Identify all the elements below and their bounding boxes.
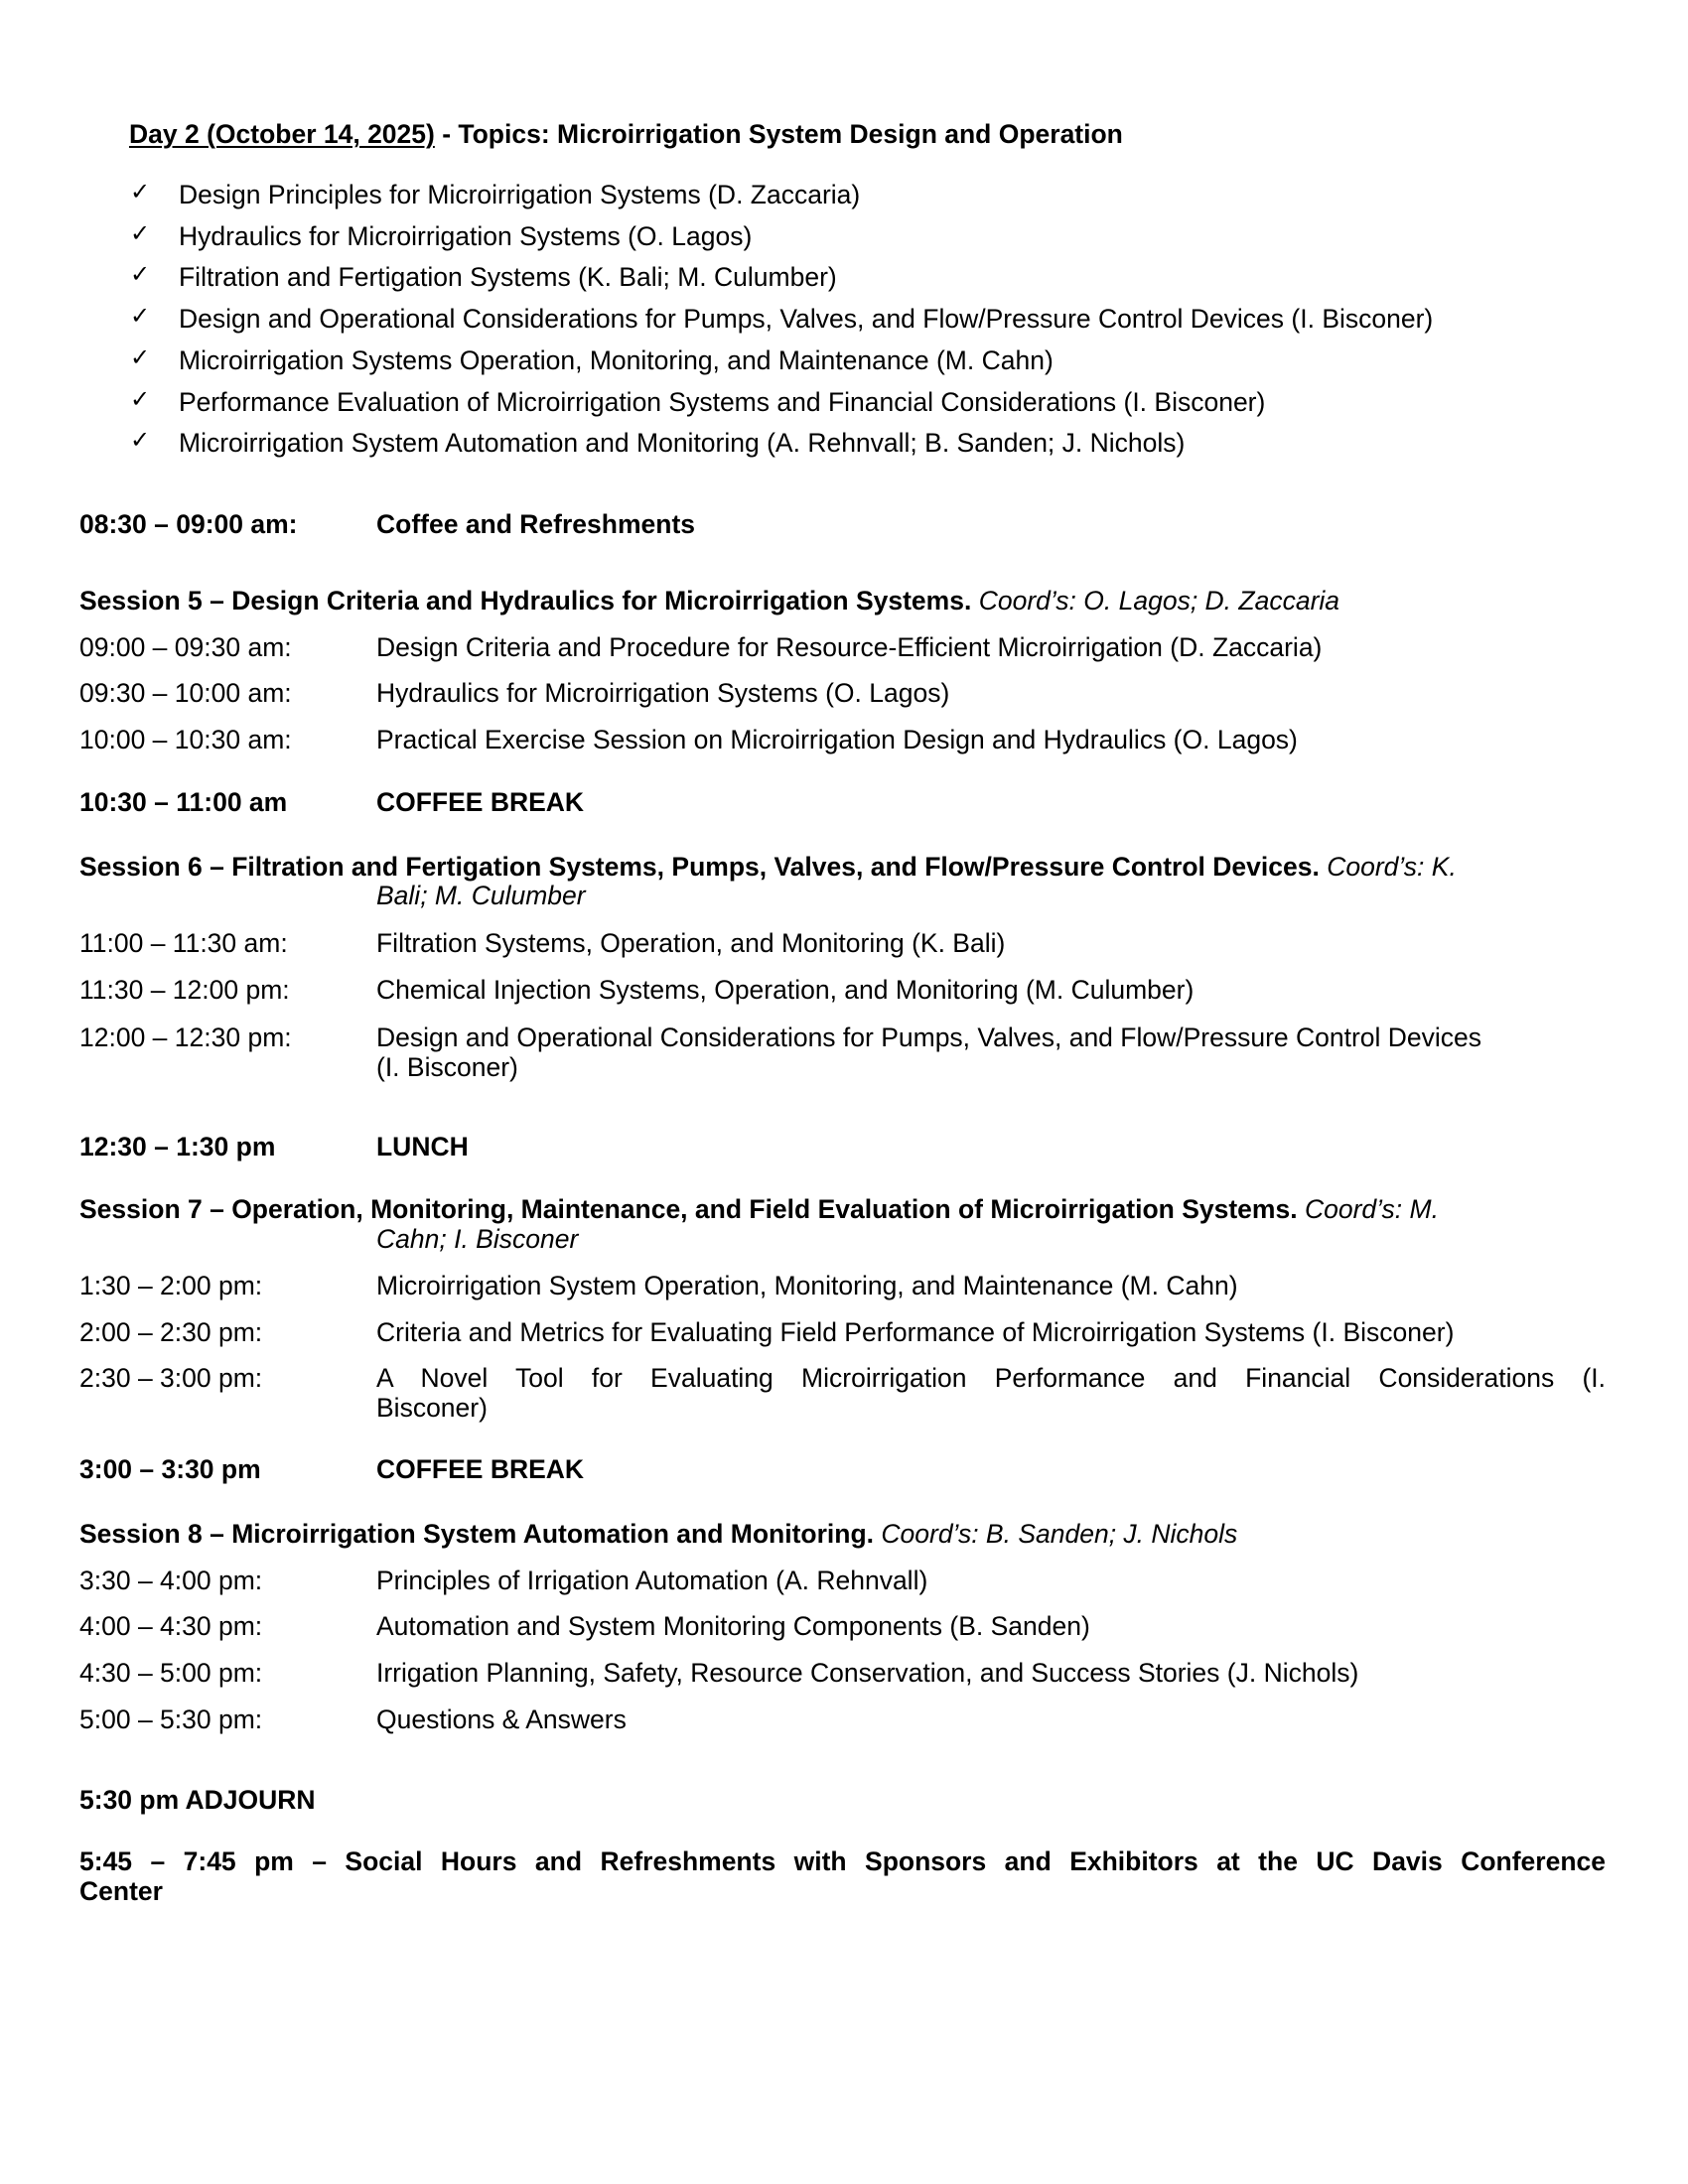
topic-text: Performance Evaluation of Microirrigation Systems and Financial Considerations (I. Bisconer)	[179, 387, 1266, 417]
topic-text: Design and Operational Considerations for Pumps, Valves, and Flow/Pressure Control Devices (I. Bisconer)	[179, 304, 1434, 334]
talk-title: Questions & Answers	[376, 1705, 627, 1734]
talk-title: Chemical Injection Systems, Operation, and Monitoring (M. Culumber)	[376, 975, 1195, 1005]
session-coordinators-cont: Cahn; I. Bisconer	[376, 1224, 579, 1254]
session-title	[79, 1194, 1439, 1224]
opening-title: Coffee and Refreshments	[376, 509, 696, 539]
checkmark-icon: ✓	[130, 303, 151, 330]
talk-time: 4:00 – 4:30 pm:	[79, 1611, 263, 1641]
day-heading	[129, 119, 1123, 149]
talk-title: Microirrigation System Operation, Monitoring, and Maintenance (M. Cahn)	[376, 1271, 1238, 1300]
break-time: 12:30 – 1:30 pm	[79, 1132, 276, 1161]
session-coordinators: Coord’s: O. Lagos; D. Zaccaria	[978, 586, 1340, 615]
opening-time: 08:30 – 09:00 am:	[79, 509, 298, 539]
talk-title: Filtration Systems, Operation, and Monitoring (K. Bali)	[376, 928, 1006, 958]
talk-time: 4:30 – 5:00 pm:	[79, 1658, 263, 1688]
talk-title: Automation and System Monitoring Components (B. Sanden)	[376, 1611, 1090, 1641]
checkmark-icon: ✓	[130, 344, 151, 371]
talk-time: 2:00 – 2:30 pm:	[79, 1317, 263, 1347]
checkmark-icon: ✓	[130, 261, 151, 288]
talk-title: Hydraulics for Microirrigation Systems (O. Lagos)	[376, 678, 950, 708]
talk-time: 3:30 – 4:00 pm:	[79, 1566, 263, 1595]
session-title-text: Session 7 – Operation, Monitoring, Maintenance, and Field Evaluation of Microirrigation Systems.	[79, 1194, 1298, 1224]
talk-title-cont: (I. Bisconer)	[376, 1052, 518, 1082]
session-title-text: Session 6 – Filtration and Fertigation Systems, Pumps, Valves, and Flow/Pressure Control Devices.	[79, 852, 1320, 882]
topic-text: Microirrigation Systems Operation, Monitoring, and Maintenance (M. Cahn)	[179, 345, 1054, 375]
talk-time: 10:00 – 10:30 am:	[79, 725, 292, 754]
session-title	[79, 1519, 1237, 1549]
talk-time: 11:00 – 11:30 am:	[79, 928, 288, 958]
session-title	[79, 852, 1457, 882]
session-coordinators: Coord’s: K.	[1327, 852, 1457, 882]
checkmark-icon: ✓	[130, 386, 151, 413]
checkmark-icon: ✓	[130, 179, 151, 205]
topic-text: Microirrigation System Automation and Monitoring (A. Rehnvall; B. Sanden; J. Nichols)	[179, 428, 1186, 458]
talk-title: Criteria and Metrics for Evaluating Field Performance of Microirrigation Systems (I. Bisconer)	[376, 1317, 1455, 1347]
checkmark-icon: ✓	[130, 220, 151, 247]
session-coordinators-cont: Bali; M. Culumber	[376, 881, 586, 910]
break-time: 3:00 – 3:30 pm	[79, 1454, 261, 1484]
break-title: COFFEE BREAK	[376, 787, 585, 817]
talk-title: Design Criteria and Procedure for Resource-Efficient Microirrigation (D. Zaccaria)	[376, 632, 1323, 662]
session-title-text: Session 5 – Design Criteria and Hydraulics for Microirrigation Systems.	[79, 586, 972, 615]
session-title-text: Session 8 – Microirrigation System Automation and Monitoring.	[79, 1519, 874, 1549]
adjourn: 5:30 pm ADJOURN	[79, 1785, 316, 1815]
talk-title: Irrigation Planning, Safety, Resource Conservation, and Success Stories (J. Nichols)	[376, 1658, 1359, 1688]
break-time: 10:30 – 11:00 am	[79, 787, 288, 817]
break-title: COFFEE BREAK	[376, 1454, 585, 1484]
social-line-1: 5:45 – 7:45 pm – Social Hours and Refreshments with Sponsors and Exhibitors at the UC Davis Conference	[79, 1846, 1606, 1876]
talk-title: Design and Operational Considerations for Pumps, Valves, and Flow/Pressure Control Devices	[376, 1023, 1482, 1052]
talk-title: Principles of Irrigation Automation (A. Rehnvall)	[376, 1566, 928, 1595]
session-coordinators: Coord’s: M.	[1304, 1194, 1439, 1224]
session-coordinators: Coord’s: B. Sanden; J. Nichols	[881, 1519, 1238, 1549]
day-topics-title: - Topics: Microirrigation System Design and Operation	[434, 119, 1123, 149]
topic-text: Design Principles for Microirrigation Systems (D. Zaccaria)	[179, 180, 861, 209]
talk-time: 11:30 – 12:00 pm:	[79, 975, 290, 1005]
day-date: Day 2 (October 14, 2025)	[129, 119, 435, 149]
talk-time: 09:30 – 10:00 am:	[79, 678, 292, 708]
break-title: LUNCH	[376, 1132, 469, 1161]
talk-time: 09:00 – 09:30 am:	[79, 632, 292, 662]
talk-time: 1:30 – 2:00 pm:	[79, 1271, 263, 1300]
talk-title-cont: Bisconer)	[376, 1393, 488, 1423]
checkmark-icon: ✓	[130, 427, 151, 454]
talk-time: 12:00 – 12:30 pm:	[79, 1023, 292, 1052]
topic-text: Hydraulics for Microirrigation Systems (O. Lagos)	[179, 221, 753, 251]
topic-text: Filtration and Fertigation Systems (K. Bali; M. Culumber)	[179, 262, 837, 292]
social-line-2: Center	[79, 1876, 163, 1906]
talk-time: 5:00 – 5:30 pm:	[79, 1705, 263, 1734]
talk-title: Practical Exercise Session on Microirrigation Design and Hydraulics (O. Lagos)	[376, 725, 1298, 754]
session-title	[79, 586, 1339, 615]
talk-time: 2:30 – 3:00 pm:	[79, 1363, 263, 1393]
talk-title: A Novel Tool for Evaluating Microirrigation Performance and Financial Considerations (I.	[376, 1363, 1606, 1393]
